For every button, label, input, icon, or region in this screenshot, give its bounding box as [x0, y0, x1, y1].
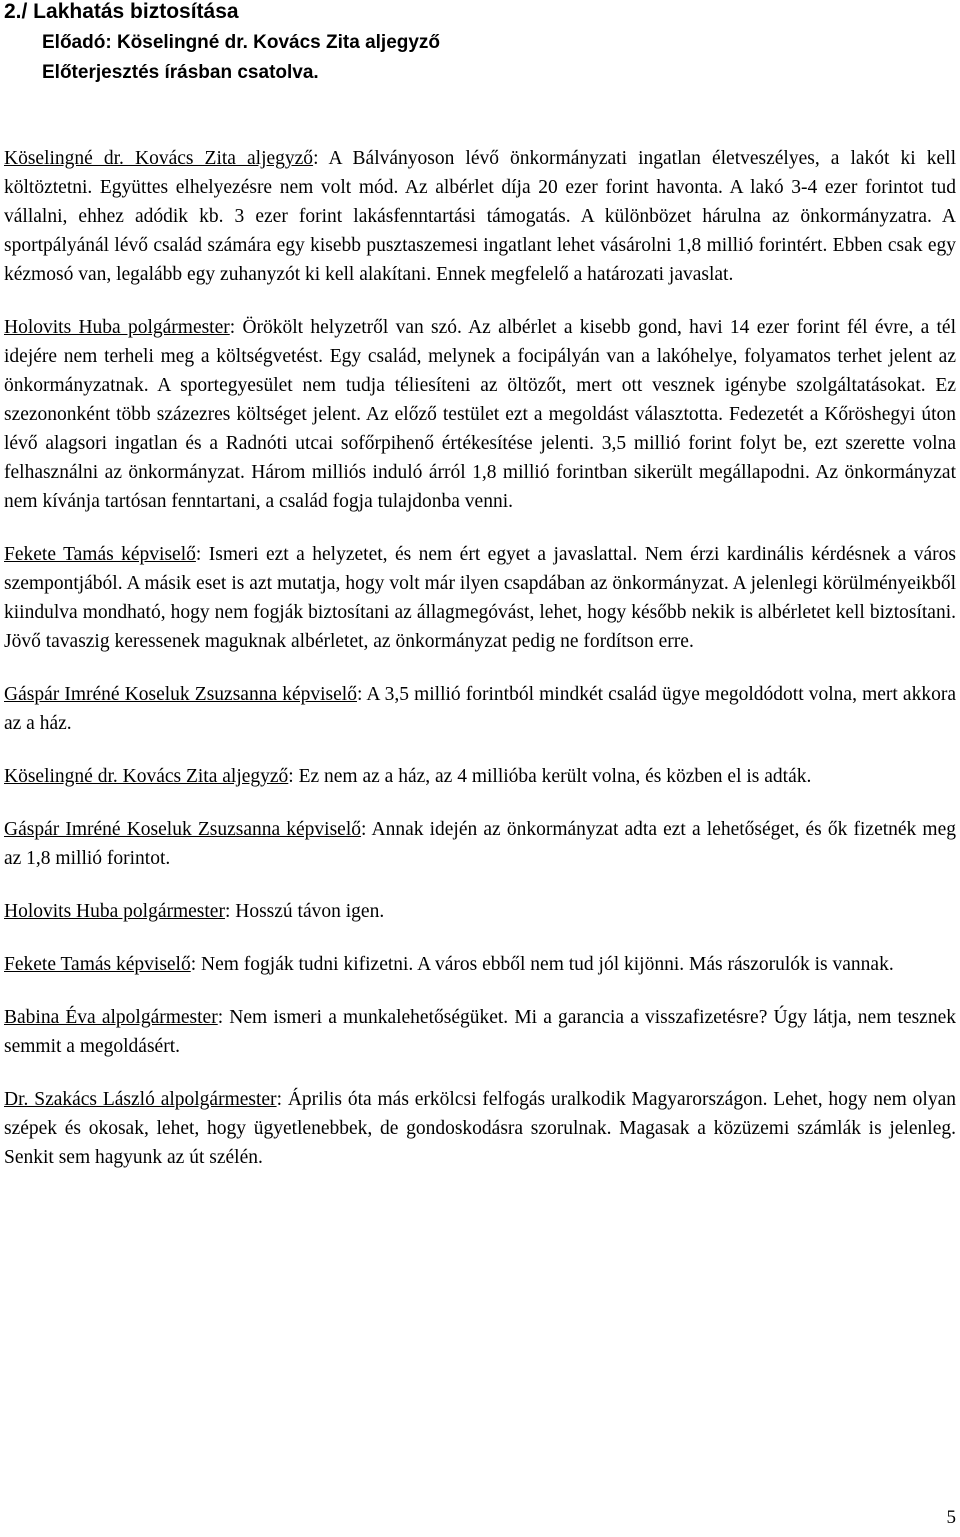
statement-text: : Nem ismeri a munkalehetőségüket. Mi a garancia a visszafizetésre? Úgy látja, nem tesznek semmit a megoldásért. — [4, 1007, 956, 1057]
statement-text: : Ismeri ezt a helyzetet, és nem ért egyet a javaslattal. Nem érzi kardinális kérdésnek a város szempontjából. A másik eset is azt mutatja, hogy volt már ilyen csapdában az önkormányzat. A jelenlegi körülményeikből kiindulva mondható, hogy nem fogják biztosítani az állagmegóvást, lehet, hogy később nekik is albérletet kell biztosítani. Jövő tavaszig keressenek maguknak albérletet, az önkormányzat pedig ne fordítson erre. — [4, 544, 957, 652]
speaker-name: Gáspár Imréné Koseluk Zsuzsanna képviselő — [4, 684, 357, 705]
minutes-paragraph — [4, 897, 956, 926]
minutes-paragraph — [4, 762, 956, 791]
agenda-header — [42, 28, 440, 88]
page-number: 5 — [946, 1507, 956, 1528]
attachment-note: Előterjesztés írásban csatolva. — [42, 62, 319, 83]
statement-text: : Ez nem az a ház, az 4 millióba került volna, és közben el is adták. — [288, 766, 812, 787]
minutes-paragraph — [4, 1085, 956, 1172]
speaker-name: Babina Éva alpolgármester — [4, 1007, 218, 1028]
presenter-line: Előadó: Köselingné dr. Kovács Zita aljegyző — [42, 32, 441, 53]
statement-text: : Annak idején az önkormányzat adta ezt a lehetőséget, és ők fizetnék meg az 1,8 millió forintot. — [4, 819, 956, 869]
speaker-name: Holovits Huba polgármester — [4, 317, 230, 338]
statement-text: : Hosszú távon igen. — [224, 901, 385, 922]
speaker-name: Gáspár Imréné Koseluk Zsuzsanna képviselő — [4, 819, 362, 840]
minutes-paragraph — [4, 540, 956, 656]
speaker-name: Köselingné dr. Kovács Zita aljegyző — [4, 766, 289, 787]
speaker-name: Dr. Szakács László alpolgármester — [4, 1089, 277, 1110]
minutes-paragraph — [4, 1003, 956, 1061]
speaker-name: Fekete Tamás képviselő — [4, 954, 191, 975]
speaker-name: Fekete Tamás képviselő — [4, 544, 196, 565]
minutes-paragraph — [4, 313, 956, 516]
statement-text: : A 3,5 millió forintból mindkét család ügye megoldódott volna, mert akkora az a ház. — [4, 684, 956, 734]
minutes-paragraph — [4, 815, 956, 873]
minutes-paragraph — [4, 680, 956, 738]
statement-text: : A Bálványoson lévő önkormányzati ingatlan életveszélyes, a lakót ki kell költöztetni. Együttes elhelyezésre nem volt mód. Az albérlet díja 20 ezer forint havonta. A lakó 3-4 ezer forintot tud vállalni, ehhez adódik kb. 3 ezer forint lakásfenntartási támogatás. A különbözet hárulna az önkormányzatra. A sportpályánál lévő család számára egy kisebb pusztaszemesi ingatlant lehet vásárolni 1,8 millió forintért. Ebben csak egy kézmosó van, legalább egy zuhanyzót ki kell alakítani. Ennek megfelelő a határozati javaslat. — [4, 148, 957, 285]
statement-text: : Nem fogják tudni kifizetni. A város ebből nem tud jól kijönni. Más rászorulók is vannak. — [190, 954, 894, 975]
speaker-name: Köselingné dr. Kovács Zita aljegyző — [4, 148, 314, 169]
statement-text: : Április óta más erkölcsi felfogás uralkodik Magyarországon. Lehet, hogy nem olyan szépek és okosak, lehet, hogy ügyetlenebbek, de gondoskodásra szorulnak. Magasak a közüzemi számlák is jelenleg. Senkit sem hagyunk az út szélén. — [4, 1089, 956, 1168]
speaker-name: Holovits Huba polgármester — [4, 901, 225, 922]
minutes-paragraph — [4, 950, 956, 979]
minutes-body — [4, 144, 956, 1196]
section-title: 2./ Lakhatás biztosítása — [4, 0, 239, 23]
statement-text: : Örökölt helyzetről van szó. Az albérlet a kisebb gond, havi 14 ezer forint fél évre, a tél idejére nem terheli meg a költségvetést. Egy család, melynek a focipályán van a lakóhelye, folyamatos terhet jelent az önkormányzatnak. A sportegyesület nem tudja téliesíteni az öltözőt, mert ott vesznek igénybe szolgáltatásokat. Ez szezononként több százezres költséget jelent. Az előző testület ezt a megoldást választotta. Fedezetét a Kőröshegyi úton lévő alagsori ingatlan és a Radnóti utcai sofőrpihenő értékesítése jelenti. 3,5 millió forint folyt be, ezt szerette volna felhasználni az önkormányzat. Három milliós induló árról 1,8 millió forintban sikerült megállapodni. Az önkormányzat nem kívánja tartósan fenntartani, a család fogja tulajdonba venni. — [4, 317, 956, 512]
minutes-paragraph — [4, 144, 956, 289]
